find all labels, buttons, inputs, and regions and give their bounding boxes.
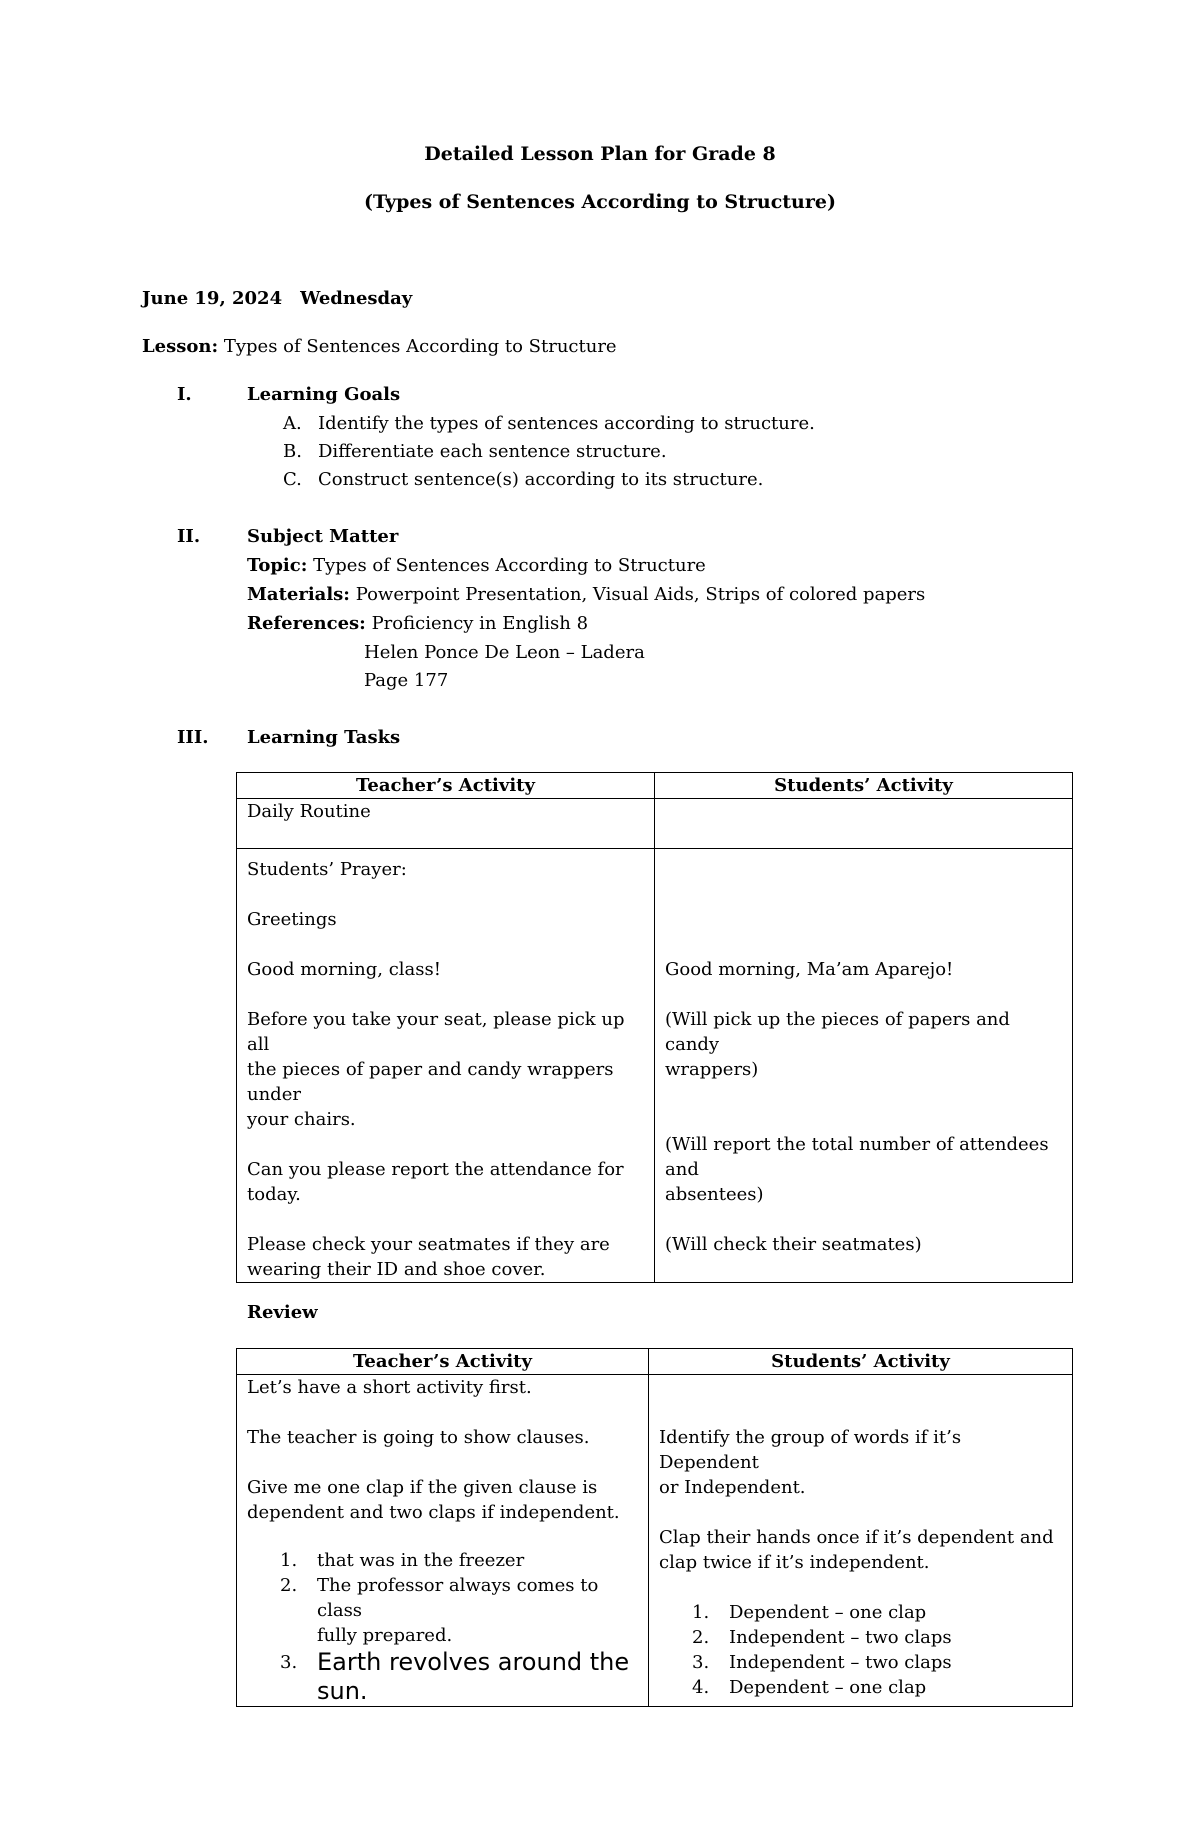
text-line: that was in the freezer: [317, 1550, 525, 1571]
list-item: [247, 1573, 638, 1648]
text-line: Earth revolves around the: [317, 1648, 630, 1676]
clause-list: [247, 1548, 638, 1706]
check-text: [247, 1232, 644, 1282]
morning-text: Good morning, class!: [247, 959, 441, 980]
students-activity-header: Students’ Activity: [649, 1349, 1073, 1375]
teacher-activity-header: Teacher’s Activity: [237, 1349, 649, 1375]
lesson-label: Lesson:: [142, 336, 219, 357]
goal-marker: C.: [283, 469, 302, 490]
lesson-date: June 19, 2024: [142, 288, 283, 309]
list-number: 2.: [280, 1575, 298, 1596]
text-line: Please check your seatmates if they are: [247, 1234, 610, 1255]
clap-instruction-text: [247, 1475, 638, 1525]
list-number: 1.: [692, 1602, 710, 1623]
subject-heading: Subject Matter: [247, 526, 399, 547]
lesson-line: [142, 336, 617, 357]
answer-list: [659, 1600, 1062, 1700]
clap-text: [659, 1525, 1062, 1575]
text-line: or Independent.: [659, 1477, 806, 1498]
reference-line: Page 177: [364, 670, 449, 691]
list-item: [659, 1650, 1062, 1675]
goals-numeral: I.: [177, 384, 192, 405]
text-line: Clap their hands once if it’s dependent and: [659, 1527, 1054, 1548]
student-morning-text: Good morning, Ma’am Aparejo!: [665, 959, 954, 980]
text-line: sun.: [317, 1677, 368, 1705]
list-number: 3.: [692, 1652, 710, 1673]
list-number: 1.: [280, 1550, 298, 1571]
identify-text: [659, 1425, 1062, 1500]
page-subtitle: (Types of Sentences According to Structure): [364, 191, 836, 213]
text-line: wearing their ID and shoe cover.: [247, 1259, 546, 1280]
topic-label: Topic:: [247, 555, 308, 576]
text-line: dependent and two claps if independent.: [247, 1502, 620, 1523]
text-line: Dependent – one clap: [729, 1602, 927, 1623]
goal-marker: B.: [283, 441, 302, 462]
short-activity-text: Let’s have a short activity first.: [247, 1377, 532, 1398]
text-line: Independent – two claps: [729, 1652, 952, 1673]
text-line: Dependent – one clap: [729, 1677, 927, 1698]
text-line: Identify the group of words if it’s Dependent: [659, 1427, 962, 1473]
students-activity-header: Students’ Activity: [655, 773, 1073, 799]
date-line: [142, 288, 412, 309]
reference-line: Proficiency in English 8: [371, 613, 589, 634]
text-line: (Will report the total number of attendees and: [665, 1134, 1049, 1180]
list-item: [247, 1648, 638, 1706]
reference-line: Helen Ponce De Leon – Ladera: [364, 642, 645, 663]
materials-label: Materials:: [247, 584, 350, 605]
materials-line: [247, 584, 925, 605]
table-cell: [655, 849, 1073, 1283]
list-item: [247, 1548, 638, 1573]
table-cell: [649, 1375, 1073, 1707]
subject-numeral: II.: [177, 526, 201, 547]
text-line: Before you take your seat, please pick up all: [247, 1009, 625, 1055]
references-line: [247, 613, 588, 634]
goal-text: Construct sentence(s) according to its structure.: [318, 469, 764, 490]
list-number: 2.: [692, 1627, 710, 1648]
references-label: References:: [247, 613, 366, 634]
text-line: your chairs.: [247, 1109, 356, 1130]
goal-marker: A.: [283, 413, 302, 434]
page-title: Detailed Lesson Plan for Grade 8: [424, 143, 776, 165]
list-item: [659, 1600, 1062, 1625]
goal-text: Differentiate each sentence structure.: [318, 441, 667, 462]
routine-table: [236, 772, 1073, 1283]
topic-line: [247, 555, 706, 576]
greetings-text: Greetings: [247, 909, 337, 930]
daily-routine: Daily Routine: [247, 801, 371, 822]
attendance-text: [247, 1157, 644, 1207]
list-number: 3.: [280, 1652, 298, 1673]
list-item: [659, 1625, 1062, 1650]
list-number: 4.: [692, 1677, 710, 1698]
pickup-text: [247, 1007, 644, 1132]
student-attendance-text: [665, 1132, 1062, 1207]
text-line: Give me one clap if the given clause is: [247, 1477, 598, 1498]
prayer-text: Students’ Prayer:: [247, 859, 407, 880]
tasks-numeral: III.: [177, 727, 209, 748]
show-clauses-text: The teacher is going to show clauses.: [247, 1427, 590, 1448]
text-line: fully prepared.: [317, 1625, 453, 1646]
lesson-day: Wednesday: [300, 288, 413, 309]
table-cell: [237, 799, 655, 849]
table-cell: [655, 799, 1073, 849]
text-line: wrappers): [665, 1059, 759, 1080]
review-heading: Review: [247, 1302, 318, 1323]
teacher-activity-header: Teacher’s Activity: [237, 773, 655, 799]
text-line: today.: [247, 1184, 301, 1205]
text-line: absentees): [665, 1184, 764, 1205]
materials-value: Powerpoint Presentation, Visual Aids, Strips of colored papers: [355, 584, 926, 605]
goal-text: Identify the types of sentences according to structure.: [318, 413, 815, 434]
text-line: Can you please report the attendance for: [247, 1159, 624, 1180]
list-item: [659, 1675, 1062, 1700]
goals-heading: Learning Goals: [247, 384, 401, 405]
student-check-text: (Will check their seatmates): [665, 1234, 922, 1255]
topic-value: Types of Sentences According to Structure: [313, 555, 706, 576]
text-line: Independent – two claps: [729, 1627, 952, 1648]
text-line: clap twice if it’s independent.: [659, 1552, 930, 1573]
text-line: The professor always comes to class: [317, 1575, 599, 1621]
tasks-heading: Learning Tasks: [247, 727, 401, 748]
student-pickup-text: [665, 1007, 1062, 1082]
text-line: (Will pick up the pieces of papers and candy: [665, 1009, 1010, 1055]
table-cell: [237, 849, 655, 1283]
text-line: the pieces of paper and candy wrappers under: [247, 1059, 614, 1105]
review-table: [236, 1348, 1073, 1707]
table-cell: [237, 1375, 649, 1707]
lesson-value: Types of Sentences According to Structure: [223, 336, 617, 357]
